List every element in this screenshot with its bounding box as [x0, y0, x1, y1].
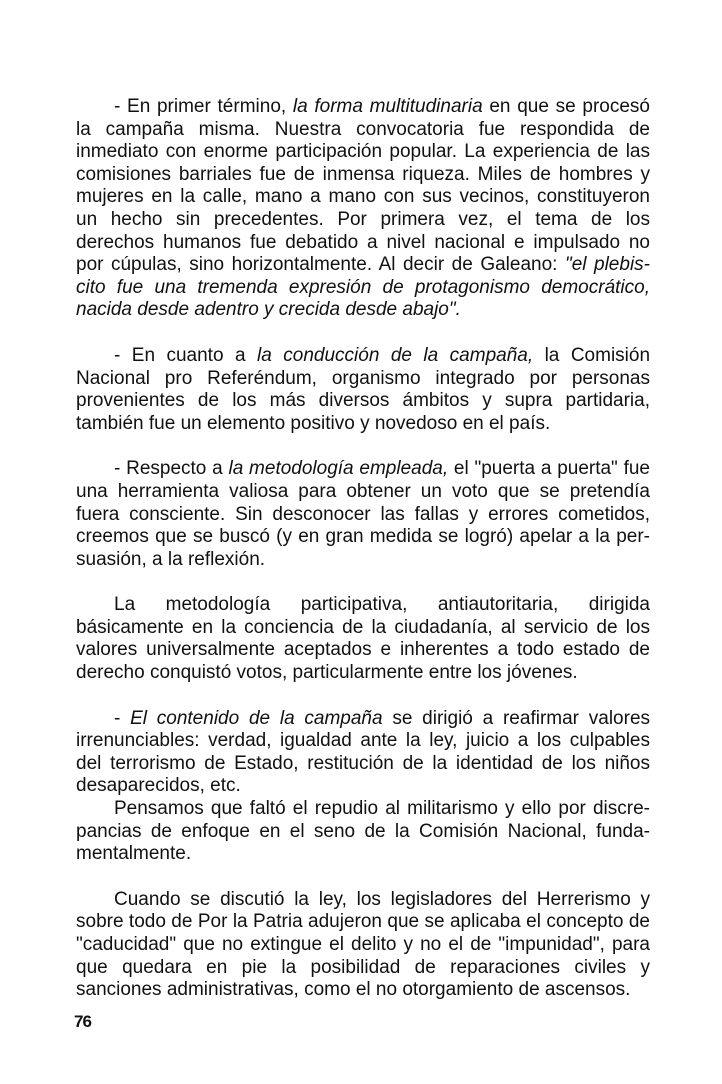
page-number: 76 — [74, 1012, 91, 1031]
paragraph-conduccion — [76, 345, 650, 435]
paragraph-militarismo — [76, 798, 650, 866]
paragraph-text: - Respecto a — [114, 458, 229, 480]
paragraph-text: Cuando se discutió la ley, los legisladores del Herrerismo y sobre todo de Por la Patria adujeron que se aplicaba el concepto de "caducidad" que no extingue el delito y no el de "impunidad", para que quedara en pie la posibilidad de reparaciones civiles y sanciones administrativas, como el no otorgamiento de ascensos. — [76, 888, 650, 1001]
paragraph-text: La metodología participativa, antiautoritaria, dirigida básicamente en la conciencia de la ciudadanía, al servicio de los valores universalmente aceptados e inherentes a todo estado de derecho conquistó votos, particularmente entre los jóvenes. — [76, 594, 650, 684]
paragraph-forma-multitudinaria — [76, 96, 650, 322]
paragraph-text: Pensamos que faltó el repudio al militarismo y ello por discrepancias de enfoque en el seno de la Comisión Nacional, fundamentalmente. — [76, 798, 650, 865]
italic-phrase: la metodología empleada, — [228, 458, 449, 480]
paragraph-caducidad — [76, 889, 650, 1002]
paragraph-text: - En cuanto a — [114, 344, 258, 366]
paragraph-metodologia-participativa — [76, 594, 650, 684]
italic-phrase: la forma multitudinaria — [292, 96, 483, 117]
paragraph-text: - En primer término, — [114, 96, 293, 117]
italic-quote: "el plebiscito fue una tremenda expresión de protagonismo democrático, nacida desde adentro y crecida desde abajo". — [76, 254, 650, 321]
paragraph-contenido — [76, 708, 650, 798]
paragraph-metodologia — [76, 458, 650, 571]
paragraph-text: el "puerta a puerta" fue una herramienta valiosa para obtener un voto que se pretendía fuera consciente. Sin desconocer las fallas y errores cometidos, creemos que se buscó (y en gran medida se logró) apelar a la persuasión, a la reflexión. — [76, 458, 650, 570]
paragraph-text: se dirigió a reafirmar valores irrenunciables: verdad, igualdad ante la ley, juicio a los culpables del terrorismo de Estado, restitución de la identidad de los niños desaparecidos, etc. — [76, 707, 651, 797]
italic-phrase: la conducción de la campaña, — [257, 344, 534, 366]
italic-phrase: El contenido de la campaña — [130, 707, 383, 729]
book-page-body — [76, 96, 650, 1002]
paragraph-text: la Comisión Nacional pro Referéndum, organismo integrado por personas provenientes de los más diversos ámbitos y supra partidaria, también fue un elemento positivo y novedoso en el país. — [76, 344, 651, 434]
paragraph-text: en que se procesó la campaña misma. Nuestra convocatoria fue respondida de inmediato con enorme participación popular. La experiencia de las comisiones barriales fue de inmensa riqueza. Miles de hombres y mujeres en la calle, mano a mano con sus vecinos, constituyeron un hecho sin precedentes. Por primera vez, el tema de los derechos humanos fue debatido a nivel nacional e impulsado no por cúpulas, sino horizontalmente. Al decir de Galeano: — [76, 96, 650, 276]
paragraph-text: - — [114, 707, 131, 729]
